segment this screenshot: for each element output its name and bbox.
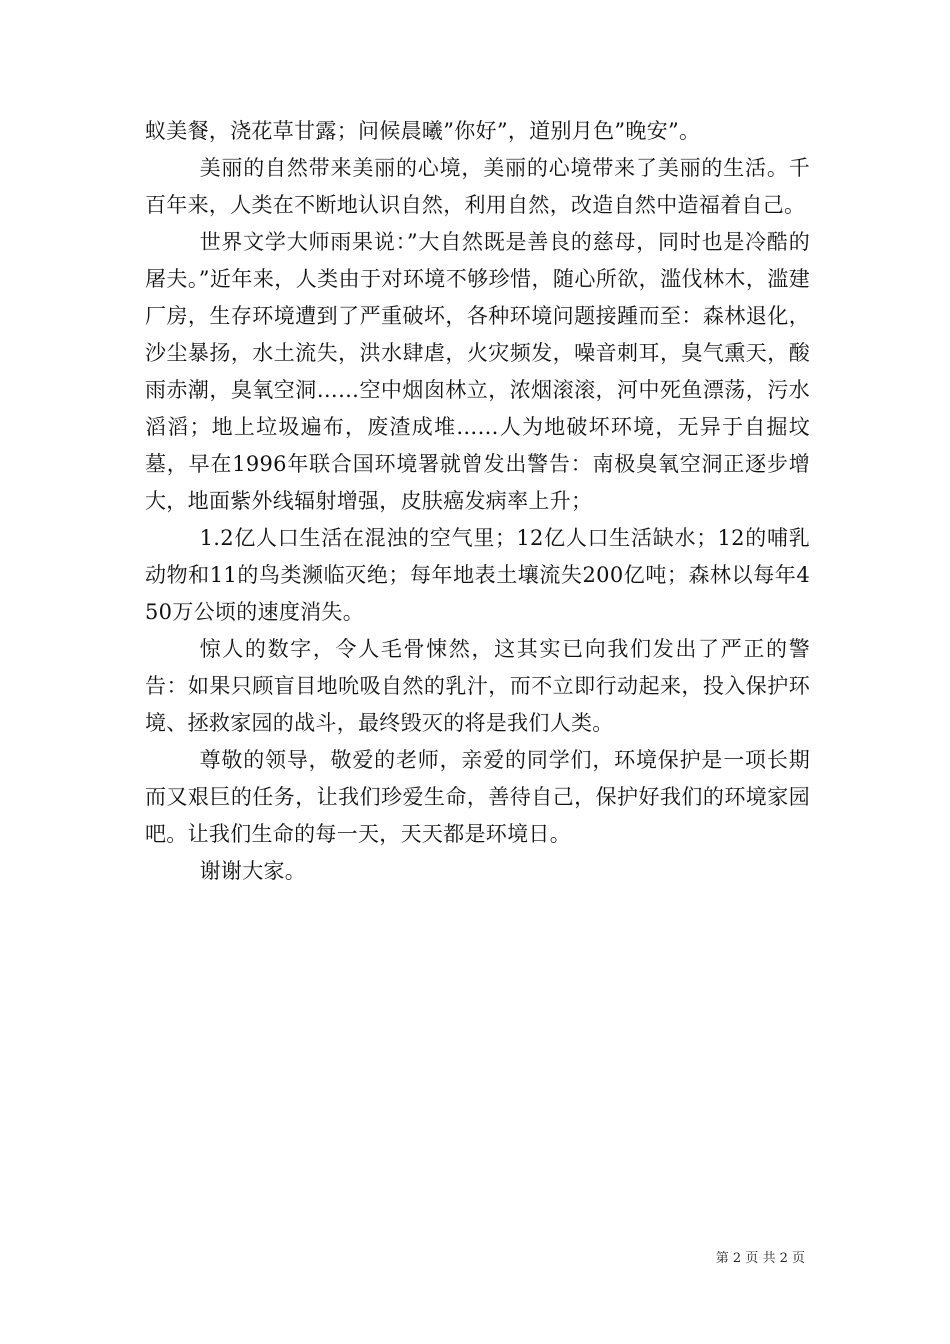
document-body — [145, 113, 810, 890]
paragraph-2: 美丽的自然带来美丽的心境，美丽的心境带来了美丽的生活。千百年来，人类在不断地认识自然，利用自然，改造自然中造福着自己。 — [145, 156, 810, 217]
paragraph-3: 世界文学大师雨果说：”大自然既是善良的慈母，同时也是冷酷的屠夫。”近年来，人类由于对环境不够珍惜，随心所欲，滥伐林木，滥建厂房，生存环境遭到了严重破坏，各种环境问题接踵而至：森林退化，沙尘暴扬，水土流失，洪水肆虐，火灾频发，噪音刺耳，臭气熏天，酸雨赤潮，臭氧空洞……空中烟囱林立，浓烟滚滚，河中死鱼漂荡，污水滔滔；地上垃圾遍布，废渣成堆……人为地破坏环境，无异于自掘坟墓，早在1996年联合国环境署就曾发出警告：南极臭氧空洞正逐步增大，地面紫外线辐射增强，皮肤癌发病率上升； — [145, 230, 810, 513]
paragraph-7: 谢谢大家。 — [199, 859, 307, 883]
paragraph-1: 蚁美餐，浇花草甘露；问候晨曦”你好”，道别月色”晚安”。 — [145, 119, 701, 143]
page-number-footer: 第 2 页 共 2 页 — [715, 1251, 805, 1266]
paragraph-4: 1.2亿人口生活在混浊的空气里；12亿人口生活缺水；12的哺乳动物和11的鸟类濒临灭绝；每年地表土壤流失200亿吨；森林以每年450万公顷的速度消失。 — [145, 526, 810, 624]
paragraph-6: 尊敬的领导，敬爱的老师，亲爱的同学们，环境保护是一项长期而又艰巨的任务，让我们珍爱生命，善待自己，保护好我们的环境家园吧。让我们生命的每一天，天天都是环境日。 — [145, 748, 810, 846]
paragraph-5: 惊人的数字，令人毛骨悚然，这其实已向我们发出了严正的警告：如果只顾盲目地吮吸自然的乳汁，而不立即行动起来，投入保护环境、拯救家园的战斗，最终毁灭的将是我们人类。 — [145, 637, 810, 735]
